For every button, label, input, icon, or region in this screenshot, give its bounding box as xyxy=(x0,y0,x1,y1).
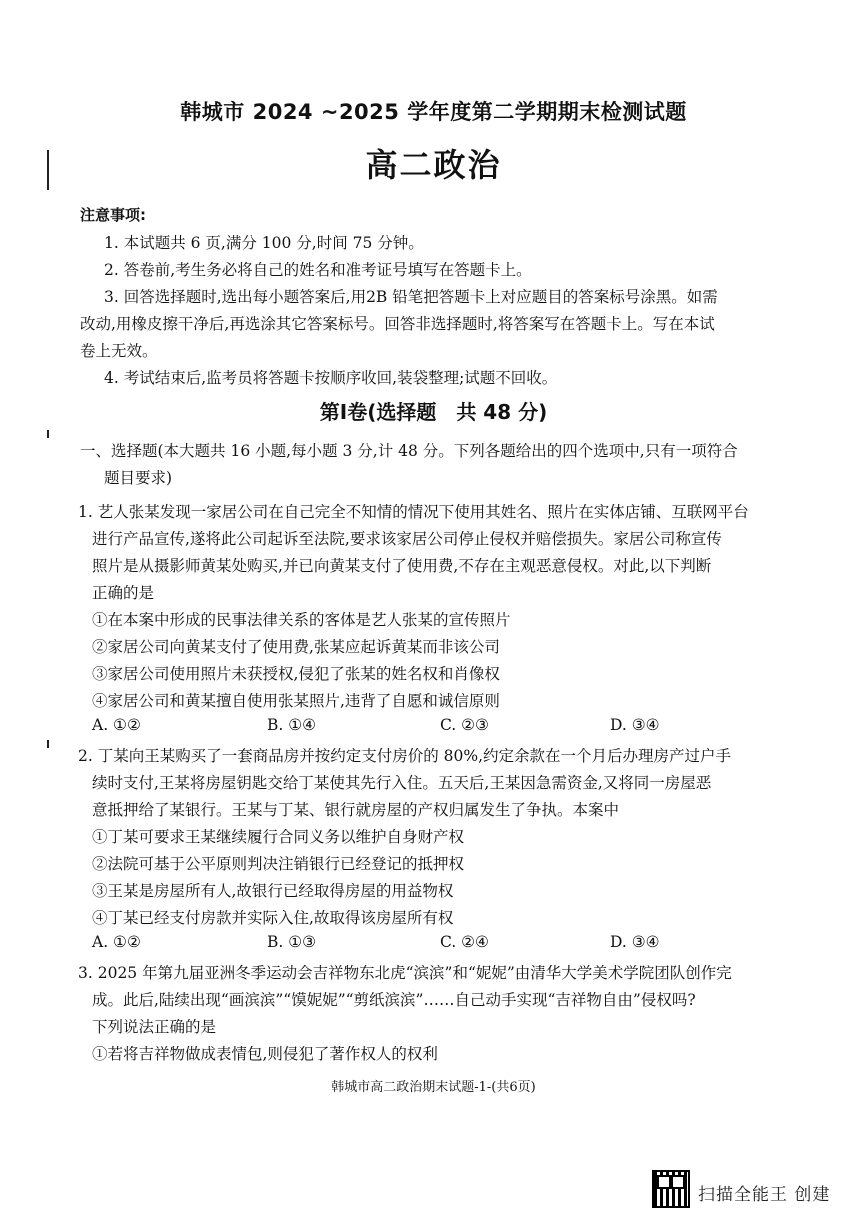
statement: ②家居公司向黄某支付了使用费,张某应起诉黄某而非该公司 xyxy=(92,638,500,656)
question-text: 照片是从摄影师黄某处购买,并已向黄某支付了使用费,不存在主观恶意侵权。对此,以下判断 xyxy=(92,557,712,575)
section-intro: 一、选择题(本大题共 16 小题,每小题 3 分,计 48 分。下列各题给出的四个选项中,只有一项符合 xyxy=(80,442,738,460)
exam-subject: 高二政治 xyxy=(365,146,502,184)
statement: ①在本案中形成的民事法律关系的客体是艺人张某的宣传照片 xyxy=(92,611,511,629)
binding-line xyxy=(47,740,49,748)
option-a: A. ①② xyxy=(92,716,141,734)
statement: ④家居公司和黄某擅自使用张某照片,违背了自愿和诚信原则 xyxy=(92,692,500,710)
question-text: 成。此后,陆续出现“画滨滨”“馍妮妮”“剪纸滨滨”……自己动手实现“吉祥物自由”侵权吗? xyxy=(92,991,696,1009)
option-d: D. ③④ xyxy=(610,933,660,951)
notice-line: 2. 答卷前,考生务必将自己的姓名和准考证号填写在答题卡上。 xyxy=(104,261,532,279)
question-text: 续时支付,王某将房屋钥匙交给丁某使其先行入住。五天后,王某因急需资金,又将同一房屋恶 xyxy=(92,774,712,792)
notice-line: 3. 回答选择题时,选出每小题答案后,用2B 铅笔把答题卡上对应题目的答案标号涂黑。如需 xyxy=(104,288,718,306)
exam-title: 韩城市 2024 ~2025 学年度第二学期期末检测试题 xyxy=(180,100,687,124)
option-c: C. ②③ xyxy=(440,716,489,734)
option-c: C. ②④ xyxy=(440,933,489,951)
option-d: D. ③④ xyxy=(610,716,660,734)
statement: ①若将吉祥物做成表情包,则侵犯了著作权人的权利 xyxy=(92,1045,438,1063)
notice-heading: 注意事项: xyxy=(80,206,146,224)
notice-line: 卷上无效。 xyxy=(80,342,158,360)
page-footer: 韩城市高二政治期末试题-1-(共6页) xyxy=(331,1080,536,1095)
statement: ②法院可基于公平原则判决注销银行已经登记的抵押权 xyxy=(92,855,465,873)
statement: ④丁某已经支付房款并实际入住,故取得该房屋所有权 xyxy=(92,909,454,927)
notice-line: 改动,用橡皮擦干净后,再选涂其它答案标号。回答非选择题时,将答案写在答题卡上。写在本试 xyxy=(80,315,715,333)
notice-line: 4. 考试结束后,监考员将答题卡按顺序收回,装袋整理;试题不回收。 xyxy=(104,369,558,387)
statement: ③王某是房屋所有人,故银行已经取得房屋的用益物权 xyxy=(92,882,454,900)
option-a: A. ①② xyxy=(92,933,141,951)
question-text: 3. 2025 年第九届亚洲冬季运动会吉祥物东北虎“滨滨”和“妮妮”由清华大学美术学院团队创作完 xyxy=(78,964,732,982)
section-intro: 题目要求) xyxy=(104,469,173,487)
question-text: 下列说法正确的是 xyxy=(92,1018,217,1036)
question-text: 2. 丁某向王某购买了一套商品房并按约定支付房价的 80%,约定余款在一个月后办理房产过户手 xyxy=(78,747,732,765)
section-heading: 第Ⅰ卷(选择题 共 48 分) xyxy=(319,400,548,424)
scanner-watermark: 扫描全能王 创建 xyxy=(698,1185,831,1205)
question-text: 进行产品宣传,遂将此公司起诉至法院,要求该家居公司停止侵权并赔偿损失。家居公司称宣传 xyxy=(92,530,722,548)
statement: ③家居公司使用照片未获授权,侵犯了张某的姓名权和肖像权 xyxy=(92,665,500,683)
question-text: 1. 艺人张某发现一家居公司在自己完全不知情的情况下使用其姓名、照片在实体店铺、互联网平台 xyxy=(78,503,749,521)
question-text: 意抵押给了某银行。王某与丁某、银行就房屋的产权归属发生了争执。本案中 xyxy=(92,801,620,819)
notice-line: 1. 本试题共 6 页,满分 100 分,时间 75 分钟。 xyxy=(104,234,424,252)
question-text: 正确的是 xyxy=(92,584,155,602)
qr-code-icon xyxy=(652,1170,690,1208)
option-b: B. ①③ xyxy=(267,933,317,951)
binding-line xyxy=(47,430,49,438)
statement: ①丁某可要求王某继续履行合同义务以维护自身财产权 xyxy=(92,828,465,846)
option-b: B. ①④ xyxy=(267,716,317,734)
